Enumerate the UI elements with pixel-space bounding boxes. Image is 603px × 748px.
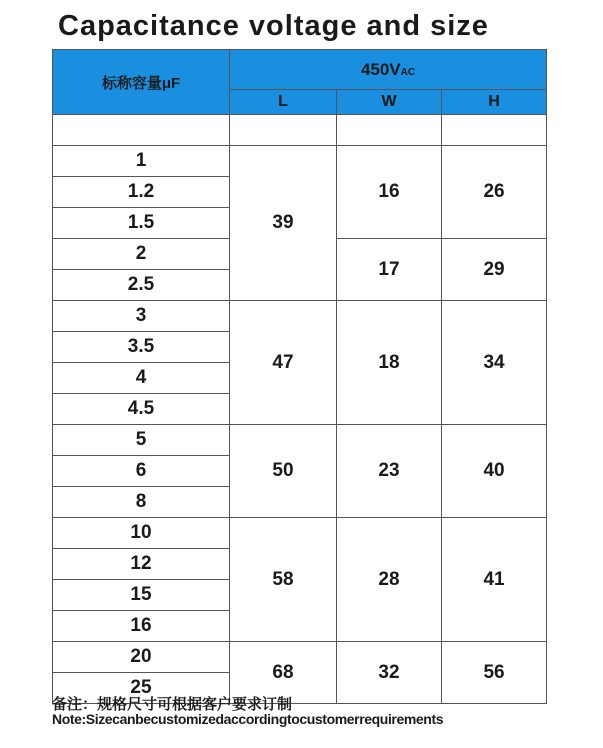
w-cell: 18 <box>337 301 442 425</box>
l-cell: 39 <box>230 146 337 301</box>
h-cell: 56 <box>442 642 547 704</box>
table-row <box>53 642 547 673</box>
cap-cell: 3 <box>53 301 230 332</box>
dim-header-h: H <box>442 90 547 115</box>
cap-cell: 2 <box>53 239 230 270</box>
cap-cell: 1.5 <box>53 208 230 239</box>
w-cell: 28 <box>337 518 442 642</box>
table-row <box>53 146 547 177</box>
h-cell: 26 <box>442 146 547 239</box>
page-title: Capacitance voltage and size <box>58 10 489 42</box>
note-english: Note:Sizecanbecustomizedaccordingtocustomerrequirements <box>52 711 444 727</box>
cap-cell: 12 <box>53 549 230 580</box>
table-row <box>53 301 547 332</box>
h-cell: 40 <box>442 425 547 518</box>
w-cell: 17 <box>337 239 442 301</box>
w-cell: 32 <box>337 642 442 704</box>
voltage-header: 450VAC <box>230 50 547 90</box>
capacitance-header: 标称容量μF <box>53 50 230 115</box>
l-cell: 50 <box>230 425 337 518</box>
cap-cell: 5 <box>53 425 230 456</box>
l-cell: 68 <box>230 642 337 704</box>
h-cell: 34 <box>442 301 547 425</box>
l-cell: 47 <box>230 301 337 425</box>
dim-header-l: L <box>230 90 337 115</box>
table-row <box>53 425 547 456</box>
dim-header-w: W <box>337 90 442 115</box>
w-cell: 23 <box>337 425 442 518</box>
voltage-sub: AC <box>400 66 416 78</box>
cap-cell: 4.5 <box>53 394 230 425</box>
spec-table <box>52 49 547 704</box>
note-chinese: 备注：规格尺寸可根据客户要求订制 <box>52 696 293 713</box>
cap-cell: 20 <box>53 642 230 673</box>
h-cell: 29 <box>442 239 547 301</box>
cap-cell: 10 <box>53 518 230 549</box>
table-row <box>53 518 547 549</box>
cap-cell: 8 <box>53 487 230 518</box>
cap-cell: 15 <box>53 580 230 611</box>
cap-cell: 2.5 <box>53 270 230 301</box>
gap-row <box>53 115 547 146</box>
w-cell: 16 <box>337 146 442 239</box>
cap-cell: 1 <box>53 146 230 177</box>
cap-cell: 16 <box>53 611 230 642</box>
cap-cell: 1.2 <box>53 177 230 208</box>
h-cell: 41 <box>442 518 547 642</box>
cap-cell: 6 <box>53 456 230 487</box>
cap-cell: 4 <box>53 363 230 394</box>
cap-cell: 3.5 <box>53 332 230 363</box>
cap-cell: 25 <box>53 673 230 704</box>
l-cell: 58 <box>230 518 337 642</box>
